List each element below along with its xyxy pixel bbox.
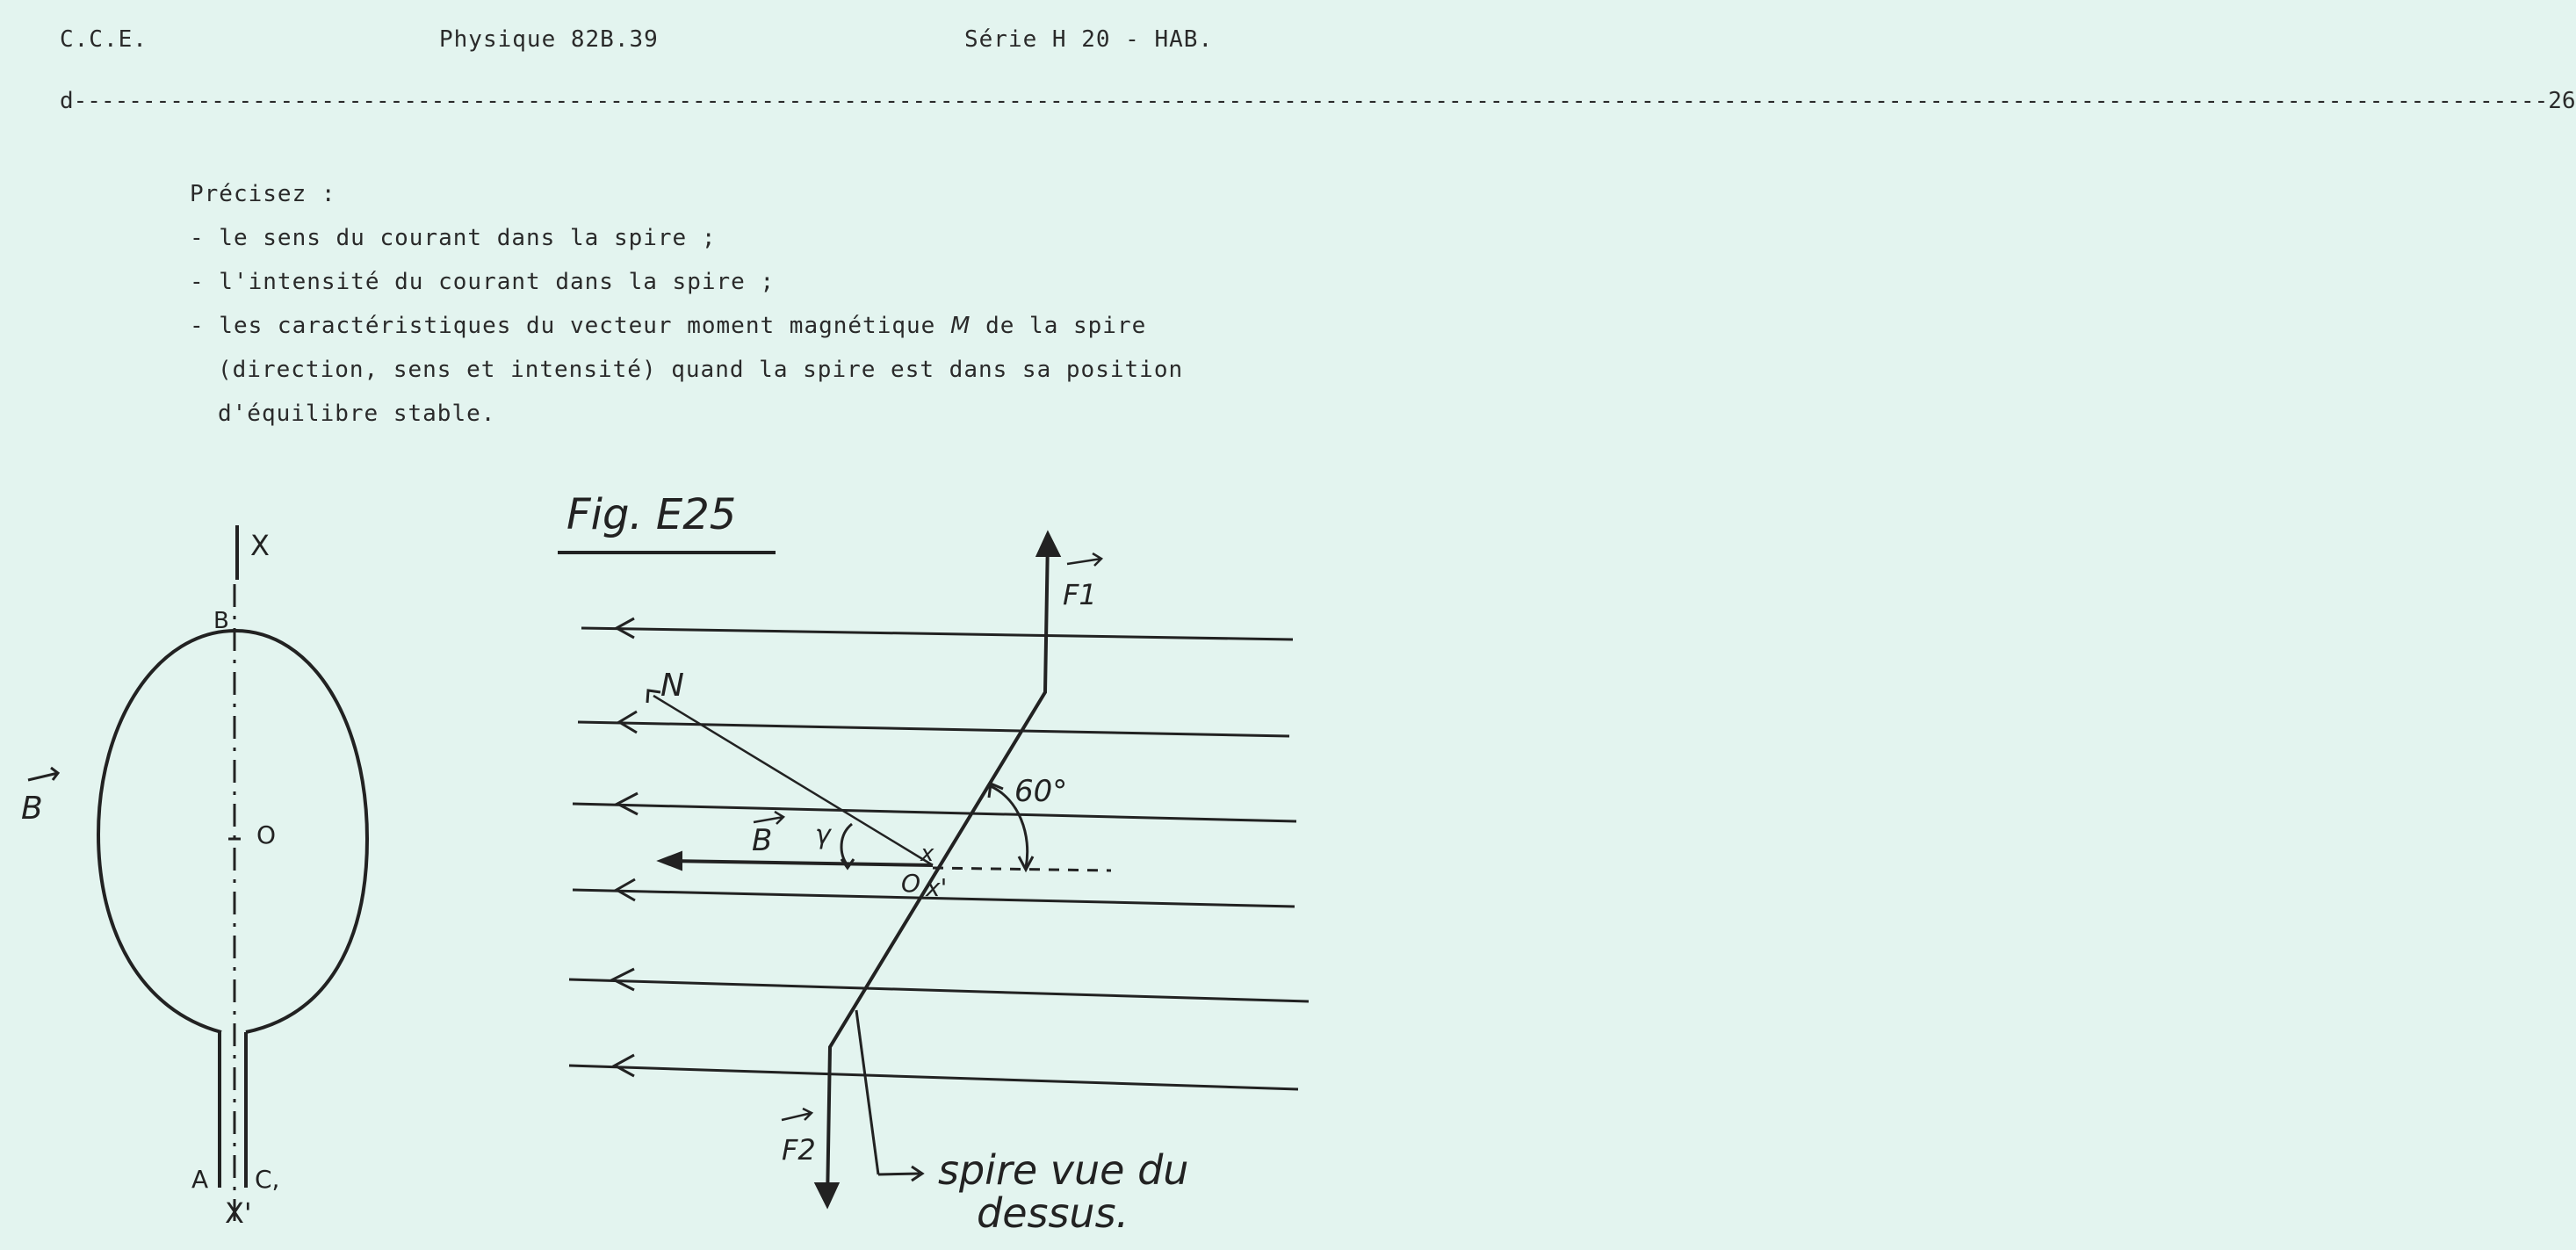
f2-arrowhead [817,1184,837,1205]
pointer-leader [856,1010,878,1174]
f1-vec-arrow [1067,553,1101,566]
separator-prefix: d [60,88,74,114]
question-item-1: - le sens du courant dans la spire ; [190,225,717,251]
dashed-extension [933,868,1111,871]
label-f2: F2 [782,1133,816,1167]
moment-symbol: M [949,313,971,339]
vectors [647,553,1111,1181]
separator-dashes: ------------------------------------------------------------------------------------------------------------------------------------------------------------------------------------ [73,88,2549,114]
label-x-top: X [250,529,270,562]
f2-vec-arrow [782,1109,812,1120]
header-left: C.C.E. [60,26,148,53]
b-vec-arrow-small [754,812,783,824]
spire-segment [827,538,1048,1203]
field-line [578,722,1289,736]
b-vector [667,861,933,865]
label-c: C, [255,1165,280,1194]
vector-b-arrow-left [28,768,58,780]
label-a: A [191,1165,209,1194]
figure-title: Fig. E25 [566,490,737,539]
question-item-3-line3: d'équilibre stable. [218,401,496,427]
normal-n [653,696,933,865]
field-line [569,979,1309,1001]
figure-left-loop [28,525,367,1221]
label-x: x [920,841,934,867]
field-line-arrow [615,1055,634,1076]
question-item-2: - l'intensité du courant dans la spire ; [190,269,776,295]
b-vector-head [659,852,682,870]
page-number: 26 [2548,88,2576,114]
question-item-3-start: - les caractéristiques du vecteur moment magnétique [190,313,950,339]
label-b-vector: B [21,791,43,827]
caption-line-1: spire vue du [938,1146,1189,1194]
gamma-arc [841,824,852,865]
caption-line-2: dessus. [977,1189,1129,1237]
label-b: B [752,823,773,858]
field-line [569,1066,1298,1089]
f1-arrowhead [1038,534,1058,555]
label-f1: F1 [1063,578,1097,611]
field-line [573,804,1296,821]
label-x-bottom: X' [225,1196,252,1230]
label-b-point: B [213,608,229,634]
question-item-3-end: de la spire [971,313,1147,339]
label-o: O [256,820,277,849]
label-x-prime: x' [926,873,948,902]
question-item-3-line2: (direction, sens et intensité) quand la spire est dans sa position [218,357,1184,383]
label-o-right: O [901,869,921,898]
header-center: Physique 82B.39 [439,26,659,53]
field-line [581,628,1293,639]
field-line-arrow [613,969,634,990]
angle-60-arrow-top [989,784,1003,798]
question-intro: Précisez : [190,181,336,207]
label-gamma: γ [815,820,831,850]
spire-outline [98,631,367,1032]
header-right: Série H 20 - HAB. [964,26,1214,53]
label-angle-60: 60° [1014,774,1068,809]
label-n: N [660,668,684,704]
